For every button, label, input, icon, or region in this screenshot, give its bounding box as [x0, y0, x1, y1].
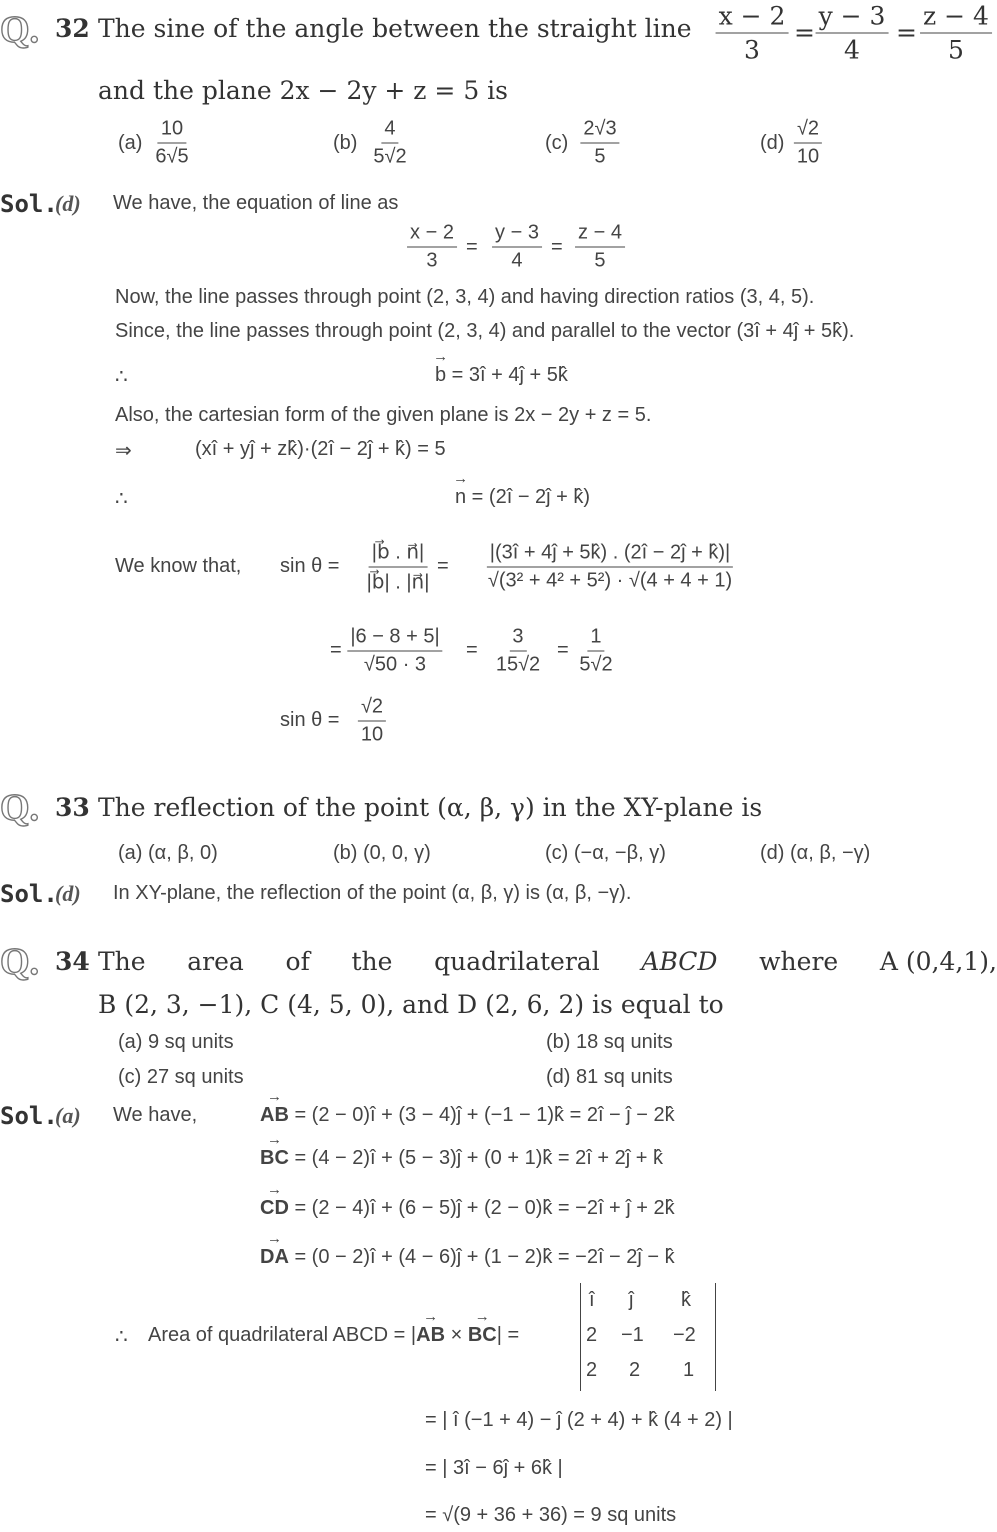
question-number: 34: [55, 947, 90, 976]
denominator: 4: [511, 249, 523, 272]
numerator: |(3î + 4ĵ + 5k̂) . (2î − 2ĵ + k̂)|: [487, 542, 734, 568]
question-marker: Q.: [0, 941, 40, 983]
det-cell: 1: [683, 1359, 695, 1381]
numerator: y − 3: [492, 222, 542, 248]
denominator: √50 · 3: [363, 653, 427, 676]
solution-text: We know that,: [115, 555, 242, 577]
question-stem-2: and the plane 2x − 2y + z = 5 is: [98, 76, 508, 105]
numerator: 10: [158, 118, 186, 144]
word: area: [187, 947, 244, 976]
fraction: [364, 540, 433, 595]
implies-symbol: ⇒: [115, 440, 132, 462]
expr: = (0 − 2)î + (4 − 6)ĵ + (1 − 2)k̂ = −2î − 2ĵ − k̂: [288, 1246, 675, 1268]
equals: =: [466, 639, 478, 661]
denominator: 5√2: [579, 653, 613, 676]
option-d: (d) (α, β, −γ): [760, 842, 871, 864]
word: quadrilateral: [434, 947, 600, 976]
word: where: [759, 947, 839, 976]
solution-marker: Sol.: [0, 190, 58, 218]
determinant: [580, 1283, 716, 1391]
solution-marker: Sol.: [0, 880, 58, 908]
denominator: 5: [594, 145, 606, 168]
vector-label: → AB: [416, 1324, 445, 1347]
fraction: [576, 626, 615, 677]
denominator: 5√2: [373, 145, 407, 168]
text: | =: [496, 1324, 520, 1346]
det-cell: 2: [629, 1359, 641, 1381]
word: A (0,4,1),: [879, 947, 997, 976]
denominator: 6√5: [155, 145, 189, 168]
expr: = (2 − 0)î + (3 − 4)ĵ + (−1 − 1)k̂ = 2î − ĵ − 2k̂: [288, 1104, 675, 1126]
det-cell: 2: [586, 1359, 598, 1381]
fraction: [716, 2, 789, 65]
word: the: [351, 947, 393, 976]
numerator: y − 3: [816, 2, 889, 34]
fraction: [492, 222, 542, 273]
area-expression: [148, 1324, 519, 1347]
solution-text: Since, the line passes through point (2, 3, 4) and parallel to the vector (3î + 4ĵ + 5k̂).: [115, 320, 855, 342]
denominator: 3: [744, 35, 760, 65]
equals: =: [437, 555, 449, 577]
numerator: 3: [509, 626, 526, 652]
solution-answer: (a): [55, 1103, 81, 1128]
vector-b: → b: [435, 364, 446, 387]
fraction: [347, 626, 442, 677]
option-b: [370, 118, 409, 169]
denominator: 4: [844, 35, 860, 65]
question-stem: The sine of the angle between the straight line: [98, 14, 692, 43]
b-vector-eq: [435, 364, 568, 387]
option-label: (b): [333, 132, 358, 154]
option-c: [580, 118, 619, 169]
solution-answer: (d): [55, 191, 81, 216]
numerator: x − 2: [716, 2, 789, 34]
question-number: 33: [55, 793, 90, 822]
option-a: (a) 9 sq units: [118, 1031, 234, 1053]
fraction: [816, 2, 889, 65]
step-1: = | î (−1 + 4) − ĵ (2 + 4) + k̂ (4 + 2) |: [425, 1409, 733, 1431]
vector-label: → BC: [260, 1147, 289, 1170]
step-3: = √(9 + 36 + 36) = 9 sq units: [425, 1504, 677, 1526]
numerator: x − 2: [407, 222, 457, 248]
option-label: (d): [760, 132, 785, 154]
vector-label: → BC: [468, 1324, 497, 1347]
solution-answer: (d): [55, 881, 81, 906]
therefore-symbol: ∴: [115, 488, 128, 510]
final-answer: [358, 696, 386, 747]
det-cell: −2: [673, 1324, 696, 1346]
numerator: |6 − 8 + 5|: [347, 626, 442, 652]
numerator: √2: [794, 118, 822, 144]
expr: = (2î − 2ĵ + k̂): [466, 486, 591, 508]
vector-label: → CD: [260, 1197, 289, 1220]
fraction: [575, 222, 625, 273]
question-stem-2: B (2, 3, −1), C (4, 5, 0), and D (2, 6, 2) is equal to: [98, 990, 724, 1019]
option-d: [794, 118, 822, 169]
det-cell: î: [589, 1289, 595, 1311]
fraction: [485, 542, 735, 593]
therefore-symbol: ∴: [115, 1326, 128, 1348]
option-a: [152, 118, 191, 169]
vector-cd-eq: [260, 1197, 675, 1220]
solution-text: Also, the cartesian form of the given plane is 2x − 2y + z = 5.: [115, 404, 652, 426]
equals: =: [551, 236, 563, 258]
vector-da-eq: [260, 1246, 675, 1269]
question-marker: Q.: [0, 9, 40, 51]
option-a: (a) (α, β, 0): [118, 842, 218, 864]
question-number: 32: [55, 14, 90, 43]
text: ×: [445, 1324, 468, 1346]
numerator: z − 4: [920, 2, 992, 34]
denominator: √(3² + 4² + 5²) · √(4 + 4 + 1): [487, 569, 733, 592]
question-stem: [98, 947, 997, 976]
dot-product-eq: (xî + yĵ + zk̂)·(2î − 2ĵ + k̂) = 5: [195, 438, 446, 460]
option-d: (d) 81 sq units: [546, 1066, 673, 1088]
option-label: (c): [545, 132, 569, 154]
equals: =: [557, 639, 569, 661]
fraction: [920, 2, 992, 65]
denominator: 10: [360, 723, 384, 746]
sin-theta: sin θ =: [280, 709, 340, 731]
option-c: (c) 27 sq units: [118, 1066, 244, 1088]
numerator: 1: [587, 626, 604, 652]
vector-ab-eq: [260, 1104, 675, 1127]
sin-theta: sin θ =: [280, 555, 340, 577]
word: ABCD: [641, 947, 718, 976]
question-marker: Q.: [0, 787, 40, 829]
expr: = (4 − 2)î + (5 − 3)ĵ + (0 + 1)k̂ = 2î + 2ĵ + k̂: [288, 1147, 663, 1169]
numerator: √2: [358, 696, 386, 722]
det-cell: −1: [621, 1324, 644, 1346]
equals: =: [466, 236, 478, 258]
equals: =: [896, 18, 917, 47]
vector-n: → n: [455, 486, 466, 509]
denominator: 15√2: [495, 653, 541, 676]
word: of: [285, 947, 310, 976]
vector-bc-eq: [260, 1147, 663, 1170]
solution-marker: Sol.: [0, 1102, 58, 1130]
solution-text: We have,: [113, 1104, 198, 1126]
fraction: [407, 222, 457, 273]
equals: =: [794, 18, 815, 47]
det-cell: k̂: [681, 1289, 691, 1311]
numerator: z − 4: [575, 222, 625, 248]
option-b: (b) (0, 0, γ): [333, 842, 431, 864]
solution-text: Now, the line passes through point (2, 3, 4) and having direction ratios (3, 4, 5).: [115, 286, 815, 308]
denominator: 3: [426, 249, 438, 272]
n-vector-eq: [455, 486, 590, 509]
numerator: 4: [381, 118, 398, 144]
word: The: [98, 947, 146, 976]
option-c: (c) (−α, −β, γ): [545, 842, 666, 864]
vector-label: → DA: [260, 1246, 289, 1269]
question-stem: The reflection of the point (α, β, γ) in the XY-plane is: [98, 793, 763, 822]
det-cell: 2: [586, 1324, 598, 1346]
equals: =: [330, 639, 342, 661]
numerator: 2√3: [580, 118, 619, 144]
expr: = 3î + 4ĵ + 5k̂: [446, 364, 568, 386]
numerator: |b⃗ . n⃗|: [369, 540, 427, 568]
vector-label: → AB: [260, 1104, 289, 1127]
solution-text: We have, the equation of line as: [113, 192, 399, 214]
text: Area of quadrilateral ABCD = |: [148, 1324, 417, 1346]
expr: = (2 − 4)î + (6 − 5)ĵ + (2 − 0)k̂ = −2î + ĵ + 2k̂: [288, 1197, 675, 1219]
fraction: [493, 626, 543, 677]
denominator: |b⃗| . |n⃗|: [366, 571, 430, 594]
step-2: = | 3î − 6ĵ + 6k̂ |: [425, 1457, 563, 1479]
denominator: 10: [796, 145, 820, 168]
det-cell: ĵ: [629, 1289, 634, 1311]
option-b: (b) 18 sq units: [546, 1031, 673, 1053]
denominator: 5: [948, 35, 964, 65]
option-label: (a): [118, 132, 143, 154]
solution-text: In XY-plane, the reflection of the point (α, β, γ) is (α, β, −γ).: [113, 882, 632, 904]
denominator: 5: [594, 249, 606, 272]
therefore-symbol: ∴: [115, 366, 128, 388]
